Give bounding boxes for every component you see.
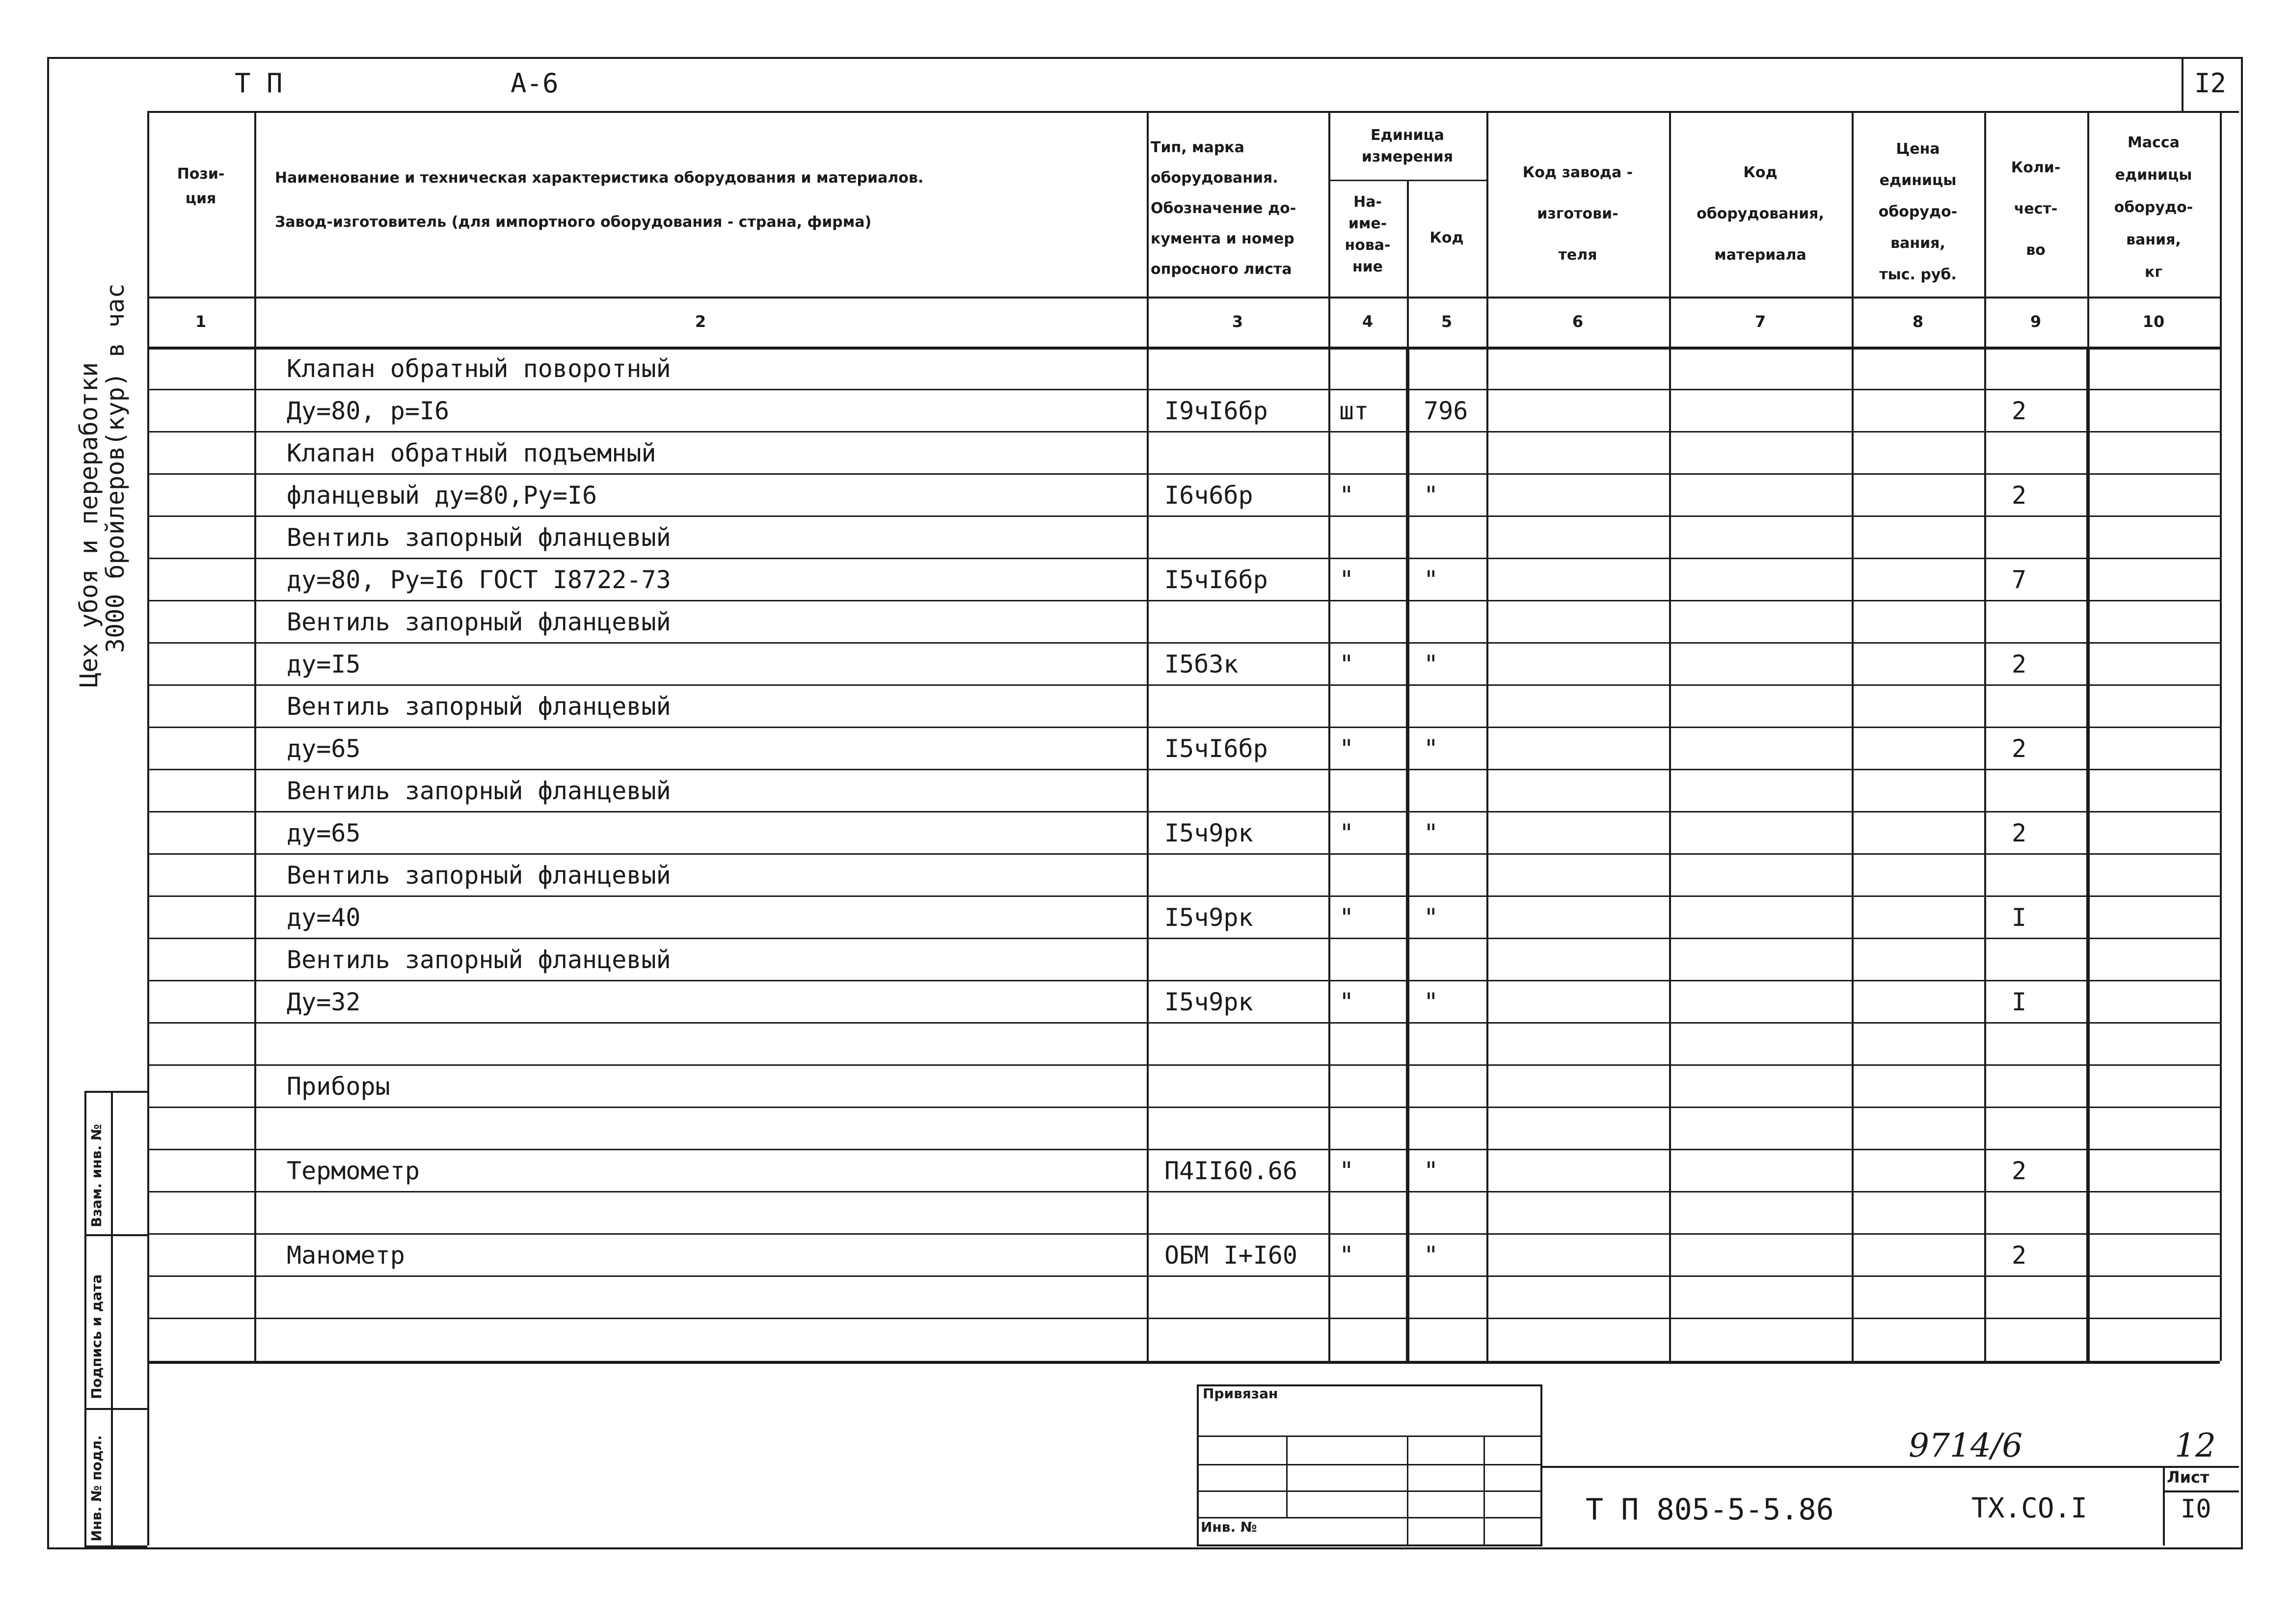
handwritten-page: 12 [2175,1427,2216,1464]
col-9-number: 9 [2030,312,2042,331]
stamp-vzam-inv: Взам. инв. № [88,1124,105,1227]
col-4-number: 4 [1362,312,1374,331]
row-unit-code: " [1424,481,1439,510]
row-type: I5б3к [1164,650,1239,678]
col-5-number: 5 [1441,312,1453,331]
row-name: Вентиль запорный фланцевый [287,692,671,721]
row-unit: " [1339,566,1354,594]
row-name: ду=65 [287,734,361,763]
col-10-number: 10 [2142,312,2165,331]
unit-group-title: Единица измерения [1361,127,1454,165]
col-5-title: Код [1429,229,1464,246]
row-unit: шт [1339,397,1369,425]
col-2-number: 2 [695,312,706,331]
row-quantity: I [2012,903,2027,932]
row-name: Приборы [287,1072,390,1101]
stamp-sign-date: Подпись и дата [88,1274,105,1399]
page-number-box: I2 [2194,68,2227,99]
row-name: ду=40 [287,903,361,932]
row-type: I5ч9рк [1164,988,1253,1016]
row-name: Ду=32 [287,988,361,1016]
row-quantity: 2 [2012,650,2027,678]
row-name: Ду=80, р=I6 [287,397,450,425]
row-unit-code: " [1424,734,1439,763]
row-unit: " [1339,819,1354,847]
col-10-title: Масса единицы оборудо- вания, кг [2114,134,2193,281]
col-3-title: Тип, марка оборудования. Обозначение до- кумента и номер опросного листа [1151,139,1296,278]
row-quantity: 7 [2012,566,2027,594]
row-name: Манометр [287,1241,405,1270]
col-1-number: 1 [195,312,207,331]
row-unit: " [1339,734,1354,763]
col-7-number: 7 [1754,312,1766,331]
row-type: I9чI6бр [1164,397,1268,425]
privyazan-label: Привязан [1203,1385,1278,1402]
col-6-title: Код завода - изготови- теля [1522,164,1633,264]
tp-label: Т П [235,68,283,99]
row-unit-code: " [1424,1157,1439,1185]
row-unit-code: " [1424,566,1439,594]
row-unit: " [1339,481,1354,510]
row-name: Вентиль запорный фланцевый [287,608,671,636]
row-name: Вентиль запорный фланцевый [287,946,671,974]
row-name: Клапан обратный поворотный [287,354,671,383]
row-unit-code: " [1424,819,1439,847]
col-3-number: 3 [1232,312,1243,331]
row-name: ду=I5 [287,650,361,678]
row-type: I5ч9рк [1164,819,1253,847]
row-unit-code: " [1424,988,1439,1016]
row-name: Клапан обратный подъемный [287,439,656,467]
stamp-inv-orig: Инв. № подл. [88,1435,105,1542]
row-type: I5чI6бр [1164,566,1268,594]
col-8-number: 8 [1912,312,1924,331]
row-unit: " [1339,650,1354,678]
row-type: I6ч6бр [1164,481,1253,510]
row-type: ОБМ I+I60 [1164,1241,1297,1270]
row-unit-code: " [1424,903,1439,932]
row-name: ду=65 [287,819,361,847]
row-unit: " [1339,1157,1354,1185]
row-quantity: 2 [2012,819,2027,847]
col-1-title: Пози- ция [177,165,225,207]
row-type: П4II60.66 [1164,1157,1297,1185]
handwritten-registration: 9714/6 [1909,1427,2023,1464]
row-name: Вентиль запорный фланцевый [287,861,671,890]
document-code: ТХ.СО.I [1971,1492,2088,1524]
sheet-code: А-6 [511,68,559,99]
col-4-title: На- име- нова- ние [1345,193,1391,275]
row-unit-code: " [1424,650,1439,678]
row-name: Термометр [287,1157,420,1185]
row-quantity: I [2012,988,2027,1016]
col-2-title: Наименование и техническая характеристика оборудования и материалов. Завод-изготовитель (для импортного оборудования - страна, фирма) [275,169,924,231]
side-title-line1: Цех убоя и переработки [75,362,103,687]
inv-no-label: Инв. № [1201,1519,1257,1535]
col-8-title: Цена единицы оборудо- вания, тыс. руб. [1878,140,1958,283]
row-type: I5чI6бр [1164,734,1268,763]
row-quantity: 2 [2012,1157,2027,1185]
list-value: I0 [2181,1494,2211,1524]
row-unit: " [1339,1241,1354,1270]
list-label: Лист [2167,1468,2210,1487]
col-9-title: Коли- чест- во [2011,159,2061,259]
document-number: Т П 805-5-5.86 [1586,1492,1834,1527]
row-type: I5ч9рк [1164,903,1253,932]
row-quantity: 2 [2012,397,2027,425]
row-name: Вентиль запорный фланцевый [287,777,671,805]
row-quantity: 2 [2012,481,2027,510]
side-title-line2: 3000 бройлеров(кур) в час [101,283,130,653]
row-quantity: 2 [2012,734,2027,763]
row-unit-code: 796 [1424,397,1468,425]
row-unit-code: " [1424,1241,1439,1270]
row-name: фланцевый ду=80,Ру=I6 [287,481,597,510]
row-name: Вентиль запорный фланцевый [287,523,671,552]
col-7-title: Код оборудования, материала [1697,164,1824,264]
row-unit: " [1339,903,1354,932]
row-quantity: 2 [2012,1241,2027,1270]
row-unit: " [1339,988,1354,1016]
col-6-number: 6 [1572,312,1584,331]
row-name: ду=80, Ру=I6 ГОСТ I8722-73 [287,566,671,594]
